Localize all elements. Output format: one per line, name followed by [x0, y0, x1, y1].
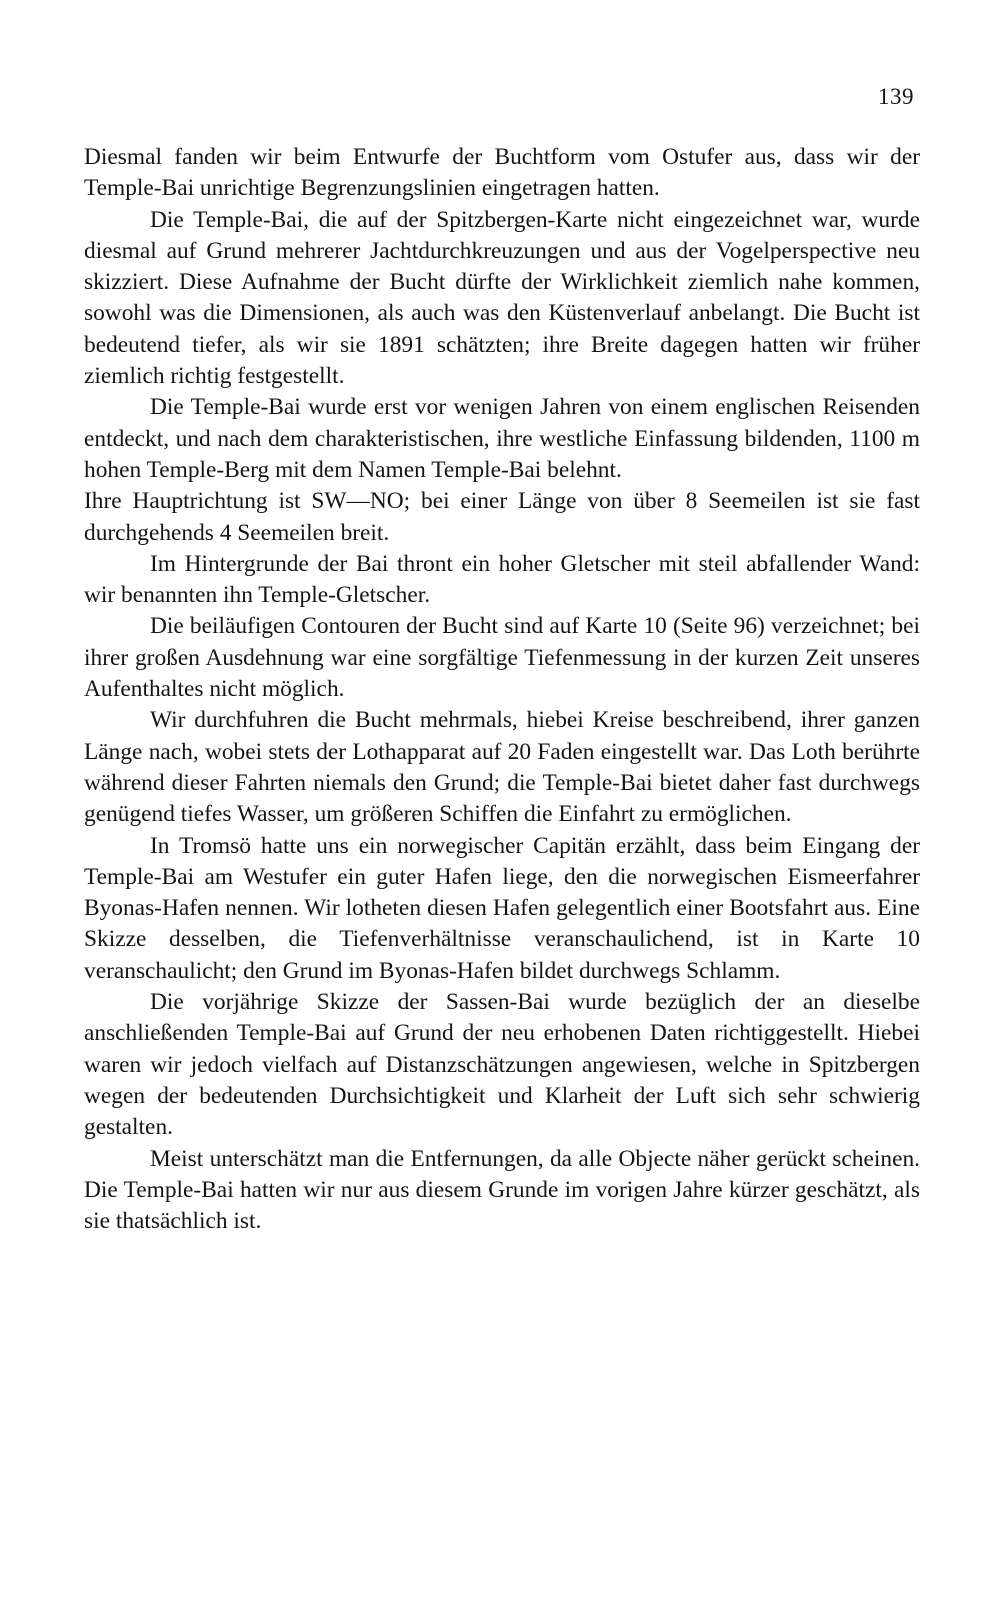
paragraph-1: Diesmal fanden wir beim Entwurfe der Buchtform vom Ostufer aus, dass wir der Temple-Bai unrichtige Begrenzungslinien eingetragen hatten. [84, 144, 920, 202]
body-text [84, 142, 920, 1237]
paragraph-7: Wir durchfuhren die Bucht mehrmals, hiebei Kreise beschreibend, ihrer ganzen Länge nach, wobei stets der Lothapparat auf 20 Faden eingestellt war. Das Loth berührte während dieser Fahrten niemals den Grund; die Temple-Bai bietet daher fast durchwegs genügend tiefes Wasser, um größeren Schiffen die Einfahrt zu ermöglichen. [84, 707, 920, 828]
paragraph-2: Die Temple-Bai, die auf der Spitzbergen-Karte nicht eingezeichnet war, wurde diesmal auf Grund mehrerer Jachtdurchkreuzungen und aus der Vogelperspective neu skizziert. Diese Aufnahme der Bucht dürfte der Wirklichkeit ziemlich nahe kommen, sowohl was die Dimensionen, als auch was den Küstenverlauf anbelangt. Die Bucht ist bedeutend tiefer, als wir sie 1891 schätzten; ihre Breite dagegen hatten wir früher ziemlich richtig festgestellt. [84, 206, 920, 390]
paragraph-3: Die Temple-Bai wurde erst vor wenigen Jahren von einem englischen Reisenden entdeckt, und nach dem charakteristischen, ihre westliche Einfassung bildenden, 1100 m hohen Temple-Berg mit dem Namen Temple-Bai belehnt. [84, 394, 920, 483]
paragraph-6: Die beiläufigen Contouren der Bucht sind auf Karte 10 (Seite 96) verzeichnet; bei ihrer großen Ausdehnung war eine sorgfältige Tiefenmessung in der kurzen Zeit unseres Aufenthaltes nicht möglich. [84, 613, 920, 703]
page-number: 139 [878, 84, 914, 109]
paragraph-8: In Tromsö hatte uns ein norwegischer Capitän erzählt, dass beim Eingang der Temple-Bai am Westufer ein guter Hafen liege, den die norwegischen Eismeerfahrer Byonas-Hafen nennen. Wir lotheten diesen Hafen gelegentlich einer Bootsfahrt aus. Eine Skizze desselben, die Tiefenverhältnisse veranschaulichend, ist in Karte 10 veranschaulicht; den Grund im Byonas-Hafen bildet durchwegs Schlamm. [84, 832, 920, 984]
paragraph-9: Die vorjährige Skizze der Sassen-Bai wurde bezüglich der an dieselbe anschließenden Temple-Bai auf Grund der neu erhobenen Daten richtiggestellt. Hiebei waren wir jedoch vielfach auf Distanzschätzungen angewiesen, welche in Spitzbergen wegen der bedeutenden Durchsichtigkeit und Klarheit der Luft sich sehr schwierig gestalten. [84, 989, 920, 1141]
paragraph-4: Ihre Hauptrichtung ist SW—NO; bei einer Länge von über 8 Seemeilen ist sie fast durchgehends 4 Seemeilen breit. [84, 488, 920, 546]
paragraph-10: Meist unterschätzt man die Entfernungen, da alle Objecte näher gerückt scheinen. Die Temple-Bai hatten wir nur aus diesem Grunde im vorigen Jahre kürzer geschätzt, als sie thatsächlich ist. [84, 1145, 920, 1235]
paragraph-5: Im Hintergrunde der Bai thront ein hoher Gletscher mit steil abfallender Wand: wir benannten ihn Temple-Gletscher. [84, 550, 920, 609]
